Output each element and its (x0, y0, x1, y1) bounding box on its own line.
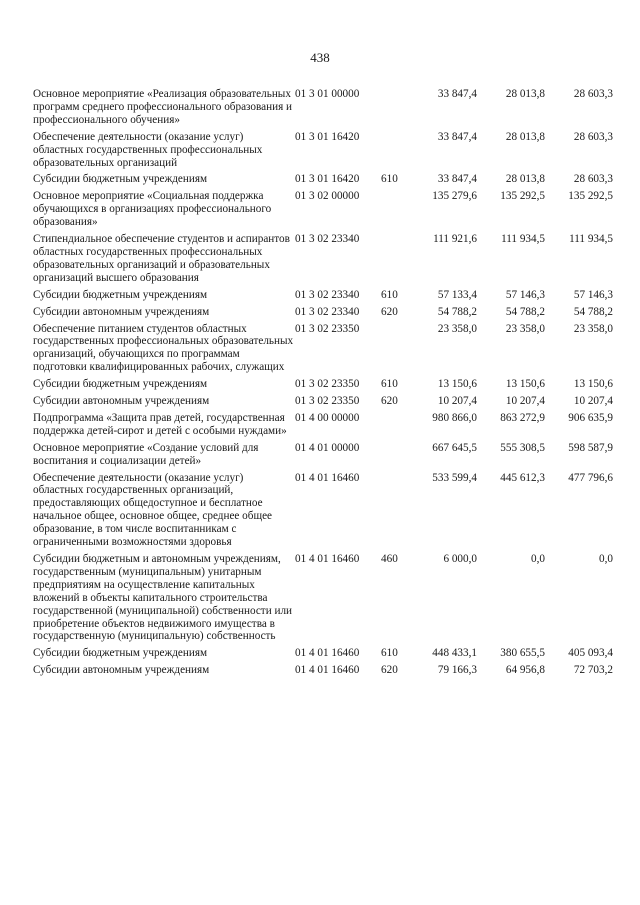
row-value-year-1: 54 788,2 (437, 305, 477, 318)
row-value-year-1: 33 847,4 (437, 88, 477, 100)
row-value-year-2: 28 013,8 (505, 173, 545, 186)
table-row (33, 190, 613, 233)
row-code: 01 4 01 00000 (295, 441, 360, 454)
row-code: 01 4 01 16460 (295, 471, 360, 484)
row-code: 01 3 02 23350 (295, 395, 360, 408)
row-value-year-2: 54 788,2 (505, 305, 545, 318)
row-name: Субсидии бюджетным учреждениям (33, 288, 208, 301)
row-value-year-3: 13 150,6 (573, 378, 613, 391)
row-value-year-1: 33 847,4 (437, 173, 477, 186)
row-value-year-3: 72 703,2 (573, 664, 613, 677)
row-expense-type: 620 (381, 395, 398, 408)
row-value-year-2: 57 146,3 (505, 288, 545, 301)
row-name: Основное мероприятие «Реализация образовательных программ среднего профессионального образования и профессионального обучения» (33, 88, 292, 126)
row-name: Обеспечение деятельности (оказание услуг) областных государственных профессиональных образовательных организаций (33, 130, 263, 169)
row-name: Субсидии бюджетным учреждениям (33, 647, 208, 660)
row-expense-type (381, 131, 405, 174)
row-expense-type (381, 323, 405, 379)
row-expense-type: 460 (381, 553, 398, 565)
page-number: 438 (310, 50, 330, 65)
row-value-year-3: 28 603,3 (573, 173, 613, 186)
row-value-year-1: 533 599,4 (432, 471, 477, 484)
row-value-year-3: 28 603,3 (573, 88, 613, 100)
row-code: 01 4 00 00000 (295, 411, 360, 424)
table-row (33, 88, 613, 131)
table-row (33, 442, 613, 472)
row-expense-type: 620 (381, 305, 398, 318)
row-code: 01 3 01 16420 (295, 173, 360, 186)
table-row (33, 323, 613, 379)
row-name: Подпрограмма «Защита прав детей, государственная поддержка детей-сирот и детей с особыми нуждами» (33, 411, 287, 437)
row-name: Обеспечение питанием студентов областных государственных профессиональных образовательных организаций, обучающихся по программам подготовки квалифицированных рабочих, служащих (33, 322, 294, 374)
table-row (33, 412, 613, 442)
row-value-year-3: 906 635,9 (568, 411, 613, 424)
row-value-year-1: 6 000,0 (443, 553, 477, 565)
table-row (33, 378, 613, 395)
row-value-year-3: 0,0 (599, 553, 613, 565)
row-name: Субсидии автономным учреждениям (33, 664, 210, 677)
row-code: 01 4 01 16460 (295, 553, 360, 565)
row-code: 01 3 02 23340 (295, 305, 360, 318)
row-value-year-1: 111 921,6 (433, 233, 477, 246)
row-name: Обеспечение деятельности (оказание услуг) областных государственных организаций, предоставляющих общедоступное и бесплатное начальное общее, основное общее, среднее общее образование, в том числе воспитанникам с ограниченными возможностями здоровья (33, 471, 273, 549)
row-value-year-2: 0,0 (531, 553, 545, 565)
row-value-year-2: 111 934,5 (501, 233, 545, 246)
row-expense-type: 610 (381, 288, 398, 301)
row-expense-type (381, 88, 405, 131)
table-row (33, 131, 613, 174)
row-expense-type: 620 (381, 664, 398, 677)
row-value-year-1: 79 166,3 (437, 664, 477, 677)
row-value-year-1: 33 847,4 (437, 130, 477, 143)
budget-table (33, 88, 613, 681)
table-row (33, 173, 613, 190)
row-value-year-2: 555 308,5 (500, 441, 545, 454)
row-value-year-2: 23 358,0 (505, 322, 545, 335)
row-code: 01 3 02 00000 (295, 190, 360, 203)
row-value-year-3: 135 292,5 (568, 190, 613, 203)
row-code: 01 3 02 23340 (295, 288, 360, 301)
row-value-year-3: 111 934,5 (569, 233, 613, 246)
table-row (33, 289, 613, 306)
row-expense-type: 610 (381, 173, 398, 186)
row-value-year-1: 448 433,1 (432, 647, 477, 660)
row-name: Субсидии бюджетным и автономным учреждениям, государственным (муниципальным) унитарным предприятиям на осуществление капитальных вложений в объекты капитального строительства государственной (муниципальной) собственности или приобретение объектов недвижимого имущества в государственную (муниципальную) собственность (33, 553, 293, 643)
row-value-year-3: 57 146,3 (573, 288, 613, 301)
row-name: Субсидии бюджетным учреждениям (33, 173, 208, 186)
table-row (33, 647, 613, 664)
table-row (33, 233, 613, 289)
row-code: 01 4 01 16460 (295, 664, 360, 677)
row-value-year-3: 598 587,9 (568, 441, 613, 454)
table-row (33, 553, 613, 647)
row-code: 01 3 01 00000 (295, 88, 360, 100)
row-value-year-3: 28 603,3 (573, 130, 613, 143)
row-code: 01 3 01 16420 (295, 130, 360, 143)
row-code: 01 3 02 23350 (295, 378, 360, 391)
row-expense-type (381, 442, 405, 472)
row-expense-type (381, 472, 405, 553)
row-name: Основное мероприятие «Создание условий для воспитания и социализации детей» (33, 441, 259, 467)
row-value-year-3: 54 788,2 (573, 305, 613, 318)
row-value-year-2: 10 207,4 (505, 395, 545, 408)
row-value-year-1: 667 645,5 (432, 441, 477, 454)
row-expense-type: 610 (381, 378, 398, 391)
row-value-year-3: 10 207,4 (573, 395, 613, 408)
row-value-year-1: 13 150,6 (437, 378, 477, 391)
row-name: Субсидии бюджетным учреждениям (33, 378, 208, 391)
row-value-year-3: 405 093,4 (568, 647, 613, 660)
row-value-year-1: 980 866,0 (432, 411, 477, 424)
row-value-year-1: 57 133,4 (437, 288, 477, 301)
row-value-year-2: 445 612,3 (500, 471, 545, 484)
row-value-year-2: 28 013,8 (505, 88, 545, 100)
row-expense-type (381, 190, 405, 233)
table-row (33, 664, 613, 681)
row-value-year-2: 28 013,8 (505, 130, 545, 143)
row-name: Основное мероприятие «Социальная поддержка обучающихся в организациях профессионального образования» (33, 190, 272, 229)
table-row (33, 306, 613, 323)
row-name: Субсидии автономным учреждениям (33, 305, 210, 318)
row-value-year-1: 10 207,4 (437, 395, 477, 408)
row-value-year-3: 23 358,0 (573, 322, 613, 335)
row-value-year-1: 135 279,6 (432, 190, 477, 203)
budget-table-body (33, 88, 613, 681)
row-name: Стипендиальное обеспечение студентов и аспирантов областных государственных профессиональных образовательных организаций и образовательных организаций высшего образования (33, 233, 290, 284)
table-row (33, 395, 613, 412)
table-row (33, 472, 613, 553)
row-name: Субсидии автономным учреждениям (33, 395, 210, 408)
row-value-year-2: 135 292,5 (500, 190, 545, 203)
row-value-year-2: 64 956,8 (505, 664, 545, 677)
row-value-year-2: 863 272,9 (500, 411, 545, 424)
row-code: 01 4 01 16460 (295, 647, 360, 660)
row-expense-type (381, 233, 405, 289)
row-code: 01 3 02 23350 (295, 322, 360, 335)
row-expense-type (381, 412, 405, 442)
row-expense-type: 610 (381, 647, 398, 660)
row-code: 01 3 02 23340 (295, 233, 360, 246)
row-value-year-2: 380 655,5 (500, 647, 545, 660)
row-value-year-3: 477 796,6 (568, 471, 613, 484)
row-value-year-2: 13 150,6 (505, 378, 545, 391)
row-value-year-1: 23 358,0 (437, 322, 477, 335)
